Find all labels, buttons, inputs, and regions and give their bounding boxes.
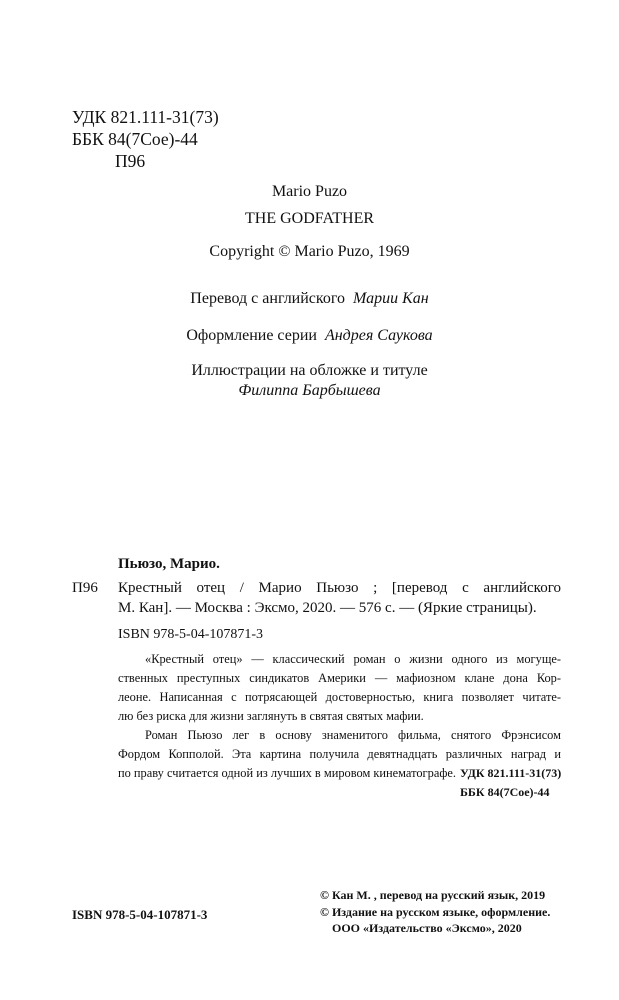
illustrator-name: Филиппа Барбышева <box>238 382 381 399</box>
copyright-line-translation: © Кан М. , перевод на русский язык, 2019 <box>320 888 546 902</box>
design-label: Оформление серии <box>186 327 317 344</box>
footer-isbn: ISBN 978-5-04-107871-3 <box>72 907 208 922</box>
catalog-author-heading: Пьюзо, Марио. <box>118 556 220 572</box>
author-sign-code: П96 <box>115 151 146 171</box>
original-copyright: Copyright © Mario Puzo, 1969 <box>209 243 410 260</box>
annotation-line-1: «Крестный отец» — классический роман о жизни одного из могуще- <box>145 652 561 666</box>
annotation-line-5: Роман Пьюзо лег в основу знаменитого фильма, снятого Фрэнсисом <box>145 728 561 742</box>
annotation-line-6: Фордом Копполой. Эта картина получила девятнадцать различных наград и <box>118 747 561 761</box>
classification-block <box>72 106 219 172</box>
translation-label: Перевод с английского <box>190 290 346 307</box>
design-credit <box>0 327 619 345</box>
catalog-isbn: ISBN 978-5-04-107871-3 <box>118 627 264 642</box>
annotation-line-7: по праву считается одной из лучших в мировом кинематографе. <box>118 766 456 780</box>
copyright-line-publisher: ООО «Издательство «Эксмо», 2020 <box>332 921 522 935</box>
bbk-code: ББК 84(7Сое)-44 <box>72 129 198 149</box>
illustrations-label: Иллюстрации на обложке и титуле <box>191 362 428 379</box>
designer-name: Андрея Саукова <box>324 327 433 344</box>
original-author: Mario Puzo <box>271 183 348 200</box>
catalog-bbk: ББК 84(7Сое)-44 <box>460 785 550 799</box>
udk-code: УДК 821.111-31(73) <box>72 107 219 127</box>
copyright-block <box>320 887 560 937</box>
annotation-line-4: лю без риска для жизни заглянуть в святая святых мафии. <box>118 709 424 723</box>
copyright-line-edition: © Издание на русском языке, оформление. <box>320 904 551 919</box>
translator-name: Марии Кан <box>353 290 429 307</box>
annotation-line-3: леоне. Написанная с потрясающей достоверностью, книга позволяет читате- <box>118 690 561 704</box>
catalog-codes-bottom <box>460 764 561 802</box>
catalog-description-line-2: М. Кан]. — Москва : Эксмо, 2020. — 576 с. — (Яркие страницы). <box>118 600 537 616</box>
catalog-udk: УДК 821.111-31(73) <box>460 766 562 780</box>
annotation-line-2: ственных преступных синдикатов Америки — мафиозном клане дона Кор- <box>118 671 561 685</box>
catalog-description-line-1: Крестный отец / Марио Пьюзо ; [перевод с английского <box>118 580 561 596</box>
original-title: THE GODFATHER <box>244 210 375 227</box>
translation-credit <box>0 290 619 308</box>
catalog-code: П96 <box>72 580 98 596</box>
